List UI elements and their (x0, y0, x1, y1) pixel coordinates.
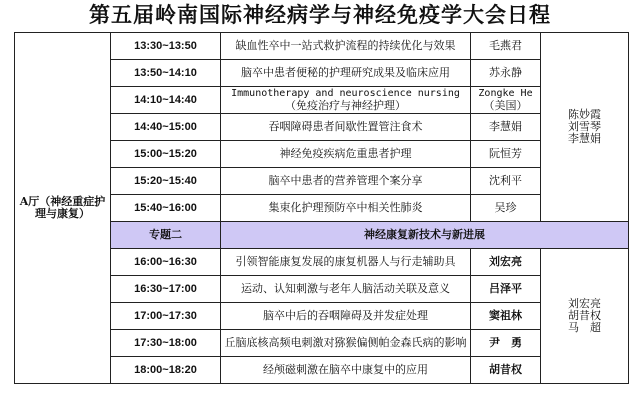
topic-cell: 缺血性卒中一站式救护流程的持续优化与效果 (221, 33, 471, 60)
time-cell: 15:20~15:40 (111, 168, 221, 195)
speaker-cell: 刘宏亮 (471, 249, 541, 276)
time-cell: 13:50~14:10 (111, 60, 221, 87)
speaker-cell: 窦祖林 (471, 303, 541, 330)
chair-name: 李慧娟 (568, 132, 601, 145)
time-cell: 14:40~15:00 (111, 114, 221, 141)
speaker-line: （美国） (483, 99, 528, 112)
chair-name: 马 超 (568, 321, 601, 334)
chairs-cell-2 (541, 249, 629, 384)
hall-cell (15, 33, 111, 384)
time-cell: 13:30~13:50 (111, 33, 221, 60)
topic-cell: 经颅磁刺激在脑卒中康复中的应用 (221, 357, 471, 384)
speaker-cell: 吕泽平 (471, 276, 541, 303)
time-cell: 15:40~16:00 (111, 195, 221, 222)
time-cell: 16:30~17:00 (111, 276, 221, 303)
speaker-cell: 吴珍 (471, 195, 541, 222)
time-cell: 17:30~18:00 (111, 330, 221, 357)
speaker-cell: 尹 勇 (471, 330, 541, 357)
topic-cell: 神经免疫疾病危重患者护理 (221, 141, 471, 168)
chairs-cell-1 (541, 33, 629, 222)
chair-name: 陈妙霞 (568, 108, 601, 121)
time-cell: 14:10~14:40 (111, 87, 221, 114)
topic-line: （免疫治疗与神经护理） (285, 99, 406, 112)
speaker-cell: 胡昔权 (471, 357, 541, 384)
topic-cell: 丘脑底核高频电刺激对猕猴偏侧帕金森氏病的影响 (221, 330, 471, 357)
chair-name: 胡昔权 (568, 309, 601, 322)
time-cell: 17:00~17:30 (111, 303, 221, 330)
time-cell: 18:00~18:20 (111, 357, 221, 384)
section-label: 专题二 (111, 222, 221, 249)
topic-cell: 集束化护理预防卒中相关性肺炎 (221, 195, 471, 222)
speaker-cell: 苏永静 (471, 60, 541, 87)
section-title: 神经康复新技术与新进展 (221, 222, 629, 249)
topic-cell: 脑卒中患者的营养管理个案分享 (221, 168, 471, 195)
schedule-table (14, 32, 629, 384)
table-row (15, 33, 629, 60)
speaker-cell: 沈利平 (471, 168, 541, 195)
topic-cell: 脑卒中患者便秘的护理研究成果及临床应用 (221, 60, 471, 87)
topic-cell: 脑卒中后的吞咽障碍及并发症处理 (221, 303, 471, 330)
topic-cell: 引领智能康复发展的康复机器人与行走辅助具 (221, 249, 471, 276)
hall-label: A厅（神经重症护理与康复） (19, 195, 106, 220)
speaker-line: Zongke He (478, 88, 533, 99)
speaker-cell: 毛燕君 (471, 33, 541, 60)
topic-cell (221, 87, 471, 114)
chair-name: 刘雪琴 (568, 120, 601, 133)
topic-line: Immunotherapy and neuroscience nursing (231, 88, 460, 99)
speaker-cell (471, 87, 541, 114)
topic-cell: 吞咽障碍患者间歇性置管注食术 (221, 114, 471, 141)
topic-cell: 运动、认知刺激与老年人脑活动关联及意义 (221, 276, 471, 303)
page-title: 第五届岭南国际神经病学与神经免疫学大会日程 (89, 2, 551, 27)
chair-name: 刘宏亮 (568, 297, 601, 310)
time-cell: 16:00~16:30 (111, 249, 221, 276)
speaker-cell: 李慧娟 (471, 114, 541, 141)
time-cell: 15:00~15:20 (111, 141, 221, 168)
speaker-cell: 阮恒芳 (471, 141, 541, 168)
